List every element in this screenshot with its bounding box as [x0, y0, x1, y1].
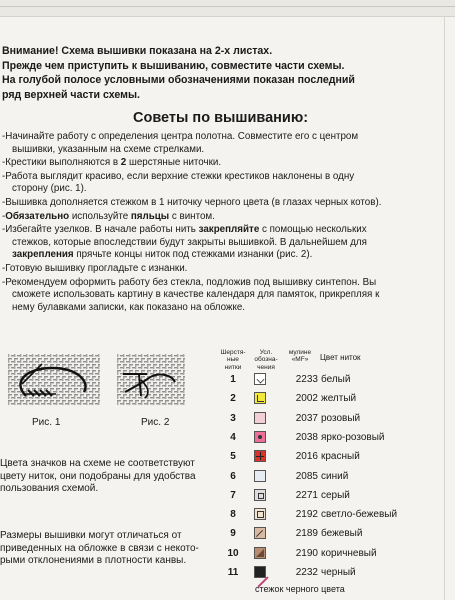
- symbol-glyph: [257, 473, 263, 479]
- color-name: бежевый: [321, 528, 363, 540]
- legend-row: [222, 468, 442, 488]
- tips-list: [2, 131, 442, 314]
- tip-text: -Избегайте узелков. В начале работы нить: [2, 224, 199, 236]
- tip-line: [2, 249, 442, 262]
- color-name: белый: [321, 374, 351, 385]
- legend-head-text: «MF»: [291, 356, 309, 364]
- mulina-code: 2271: [295, 489, 318, 501]
- note-line: приведенных на обложке в связи с некото-: [0, 542, 199, 554]
- tip-bold: 2: [120, 157, 127, 169]
- color-name: коричневый: [321, 547, 377, 559]
- mulina-code: 2016: [295, 451, 318, 463]
- tip-line: [2, 211, 442, 224]
- mulina-code: 2038: [295, 431, 318, 443]
- tip-line: стежков, которые впоследствии будут закрыты вышивкой. В дальнейшем для: [12, 236, 367, 248]
- tip-line: сторону (рис. 1).: [12, 183, 87, 195]
- mulina-code: 2037: [295, 412, 318, 424]
- symbol-glyph: [257, 376, 265, 384]
- legend-head-text: нитки: [224, 363, 242, 371]
- thread-number: 5: [230, 451, 236, 463]
- scan-top-bar: [0, 0, 455, 17]
- warning-line: На голубой полосе условными обозначениями показан последний: [2, 74, 355, 86]
- legend-row: [222, 371, 442, 391]
- tip-text: используйте: [69, 210, 131, 222]
- thread-number: 8: [230, 509, 236, 521]
- thread-number: 4: [230, 431, 236, 443]
- legend-head-text: Шерстя-: [220, 349, 246, 356]
- legend-head-mulina: [283, 349, 317, 364]
- mulina-code: 2190: [295, 547, 318, 559]
- symbol-glyph: [257, 569, 263, 575]
- blank-square-icon: [254, 412, 266, 424]
- tip-line: сможете использовать картину в качестве календаря для памяток, прикрепляя к: [12, 289, 380, 301]
- note-line: пользования схемой.: [0, 483, 99, 495]
- color-name: красный: [321, 451, 360, 463]
- tip-line: вышивки, указанным на схеме стрелками.: [12, 143, 205, 155]
- color-name: синий: [321, 470, 349, 482]
- tip-text: прячьте концы ниток под стежками изнанки (рис. 2).: [73, 249, 313, 261]
- note-line: Цвета значков на схеме не соответствуют: [0, 458, 195, 469]
- page-edge-rule: [444, 16, 445, 600]
- note-line: цвету ниток, они подобраны для удобства: [0, 470, 196, 482]
- tip-line: -Работа выглядит красиво, если верхние стежки крестиков наклонены в одну: [2, 170, 355, 182]
- thread-number: 1: [230, 374, 236, 385]
- tip-text: шерстяные ниточки.: [126, 157, 222, 169]
- figure-1-caption: Рис. 1: [32, 417, 61, 428]
- tip-line: -Начинайте работу с определения центра полотна. Совместите его с центром: [2, 131, 359, 142]
- tip-bold: закрепляйте: [198, 224, 260, 236]
- size-note: [0, 530, 215, 568]
- color-name: желтый: [321, 393, 357, 405]
- legend-row: [222, 390, 442, 410]
- legend-head-text: чения: [257, 363, 275, 371]
- tip-line: [2, 224, 442, 237]
- small-square-icon: [254, 489, 266, 501]
- note-line: рыми отклонениями в плотности канвы.: [0, 555, 187, 567]
- symbol-glyph: [257, 415, 263, 421]
- symbol-glyph: [257, 511, 264, 518]
- tip-line: -Рекомендуем оформить работу без стекла, подложив под вышивку синтепон. Вы: [2, 276, 377, 288]
- tips-heading: Советы по вышиванию:: [133, 110, 309, 126]
- tip-text: с винтом.: [169, 210, 215, 222]
- symbol-glyph: [256, 530, 263, 537]
- legend-head-threads: [216, 349, 250, 371]
- diagonal-icon: [254, 527, 266, 539]
- warning-line: Прежде чем приступить к вышиванию, совместите части схемы.: [2, 59, 345, 72]
- warning-paragraph: [2, 44, 440, 102]
- tip-bold: пяльцы: [130, 210, 170, 222]
- tip-line: -Готовую вышивку прогладьте с изнанки.: [2, 262, 188, 274]
- symbol-glyph: [258, 435, 262, 439]
- legend-head-color: Цвет ниток: [320, 353, 361, 362]
- legend-head-text: обозна-: [254, 356, 278, 364]
- color-name: ярко-розовый: [321, 431, 385, 443]
- legend-row: [222, 410, 442, 430]
- tip-text: -: [2, 210, 6, 222]
- symbol-glyph: [256, 456, 264, 457]
- symbol-glyph: [258, 493, 264, 499]
- check-mark-icon: [254, 373, 266, 385]
- colors-note: [0, 458, 215, 496]
- color-name: серый: [321, 489, 350, 501]
- thread-number: 10: [227, 547, 239, 559]
- thread-number: 9: [230, 528, 236, 540]
- note-line: Размеры вышивки могут отличаться от: [0, 530, 182, 541]
- figure-1-canvas-needle: [8, 352, 100, 408]
- color-name: светло-бежевый: [321, 509, 398, 521]
- needle-stitch-icon: [8, 352, 100, 408]
- tip-text: с помощью нескольких: [259, 224, 367, 236]
- color-name: черный: [321, 567, 356, 578]
- warning-line: Внимание! Схема вышивки показана на 2-х листах.: [2, 45, 273, 57]
- tip-bold: Обязательно: [5, 210, 70, 222]
- legend-head-text: Усл.: [259, 349, 273, 356]
- legend-head-symbol: [250, 349, 282, 371]
- hollow-square-icon: [254, 508, 266, 520]
- figure-2-canvas-thread: [117, 352, 185, 408]
- mulina-code: 2233: [295, 374, 318, 385]
- thread-fastening-icon: [117, 352, 185, 408]
- thread-number: 6: [230, 470, 236, 482]
- triangle-icon: [254, 547, 266, 559]
- legend-row: [222, 525, 442, 545]
- mulina-code: 2002: [295, 393, 318, 405]
- scan-edge-line: [0, 6, 455, 7]
- thread-number: 3: [230, 412, 236, 424]
- tip-line: -Вышивка дополняется стежком в 1 ниточку черного цвета (в глазах черных котов).: [2, 196, 382, 208]
- mulina-code: 2189: [295, 528, 318, 540]
- legend-row: [222, 506, 442, 526]
- tip-bold: закрепления: [12, 249, 74, 261]
- mulina-code: 2085: [295, 470, 318, 482]
- blank-square-icon: [254, 470, 266, 482]
- mulina-code: 2192: [295, 509, 318, 521]
- symbol-glyph: [256, 549, 264, 557]
- filled-square-icon: [254, 566, 266, 578]
- tip-text: -Крестики выполняются в: [2, 157, 121, 169]
- warning-line: ряд верхней части схемы.: [2, 88, 140, 101]
- legend-row: [222, 448, 442, 468]
- symbol-glyph: [257, 395, 264, 402]
- legend-head-text: ные: [227, 356, 239, 364]
- thread-number: 2: [230, 393, 236, 405]
- legend-row: [222, 429, 442, 449]
- stitch-legend-label: стежок черного цвета: [255, 584, 345, 594]
- legend-row: [222, 545, 442, 565]
- thread-number: 11: [227, 567, 239, 578]
- legend-row: [222, 564, 442, 584]
- figure-2-caption: Рис. 2: [141, 417, 170, 428]
- corner-mark-icon: [254, 392, 266, 404]
- color-name: розовый: [321, 412, 361, 424]
- thread-number: 7: [230, 489, 236, 501]
- cross-icon: [254, 450, 266, 462]
- tip-line: [2, 157, 442, 170]
- legend-head-text: мулине: [288, 349, 312, 356]
- mulina-code: 2232: [295, 567, 318, 578]
- tip-line: нему булавками записки, как показано на обложке.: [12, 301, 246, 313]
- legend-row: [222, 487, 442, 507]
- dot-icon: [254, 431, 266, 443]
